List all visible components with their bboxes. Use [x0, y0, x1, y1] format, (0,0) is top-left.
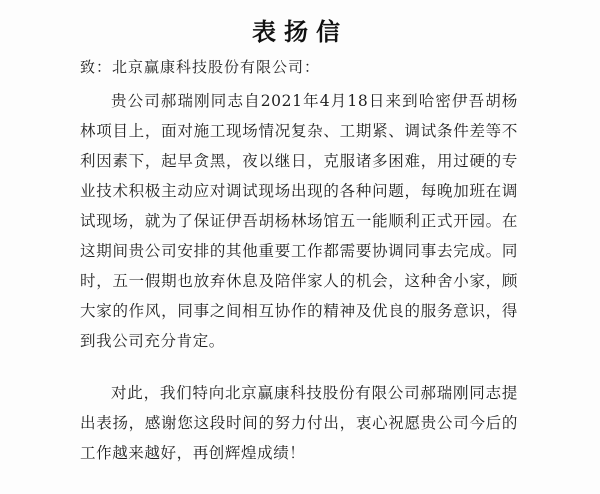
body-paragraph-1: 贵公司郝瑞刚同志自2021年4月18日来到哈密伊吾胡杨林项目上，面对施工现场情况复杂、工期紧、调试条件差等不利因素下，起早贪黑，夜以继日，克服诸多困难，用过硬的专业技术积极主动应对调试现场出现的各种问题，每晚加班在调试现场，就为了保证伊吾胡杨林场馆五一能顺利正式开园。在这期间贵公司安排的其他重要工作都需要协调同事去完成。同时，五一假期也放弃休息及陪伴家人的机会，这种舍小家，顾大家的作风，同事之间相互协作的精神及优良的服务意识，得到我公司充分肯定。	[80, 92, 518, 350]
letter-title: 表扬信	[252, 17, 348, 46]
body-paragraph-2: 对此，我们特向北京赢康科技股份有限公司郝瑞刚同志提出表扬，感谢您这段时间的努力付出，衷心祝愿贵公司今后的工作越来越好，再创辉煌成绩！	[80, 384, 518, 462]
salutation: 致：北京赢康科技股份有限公司：	[80, 58, 321, 76]
